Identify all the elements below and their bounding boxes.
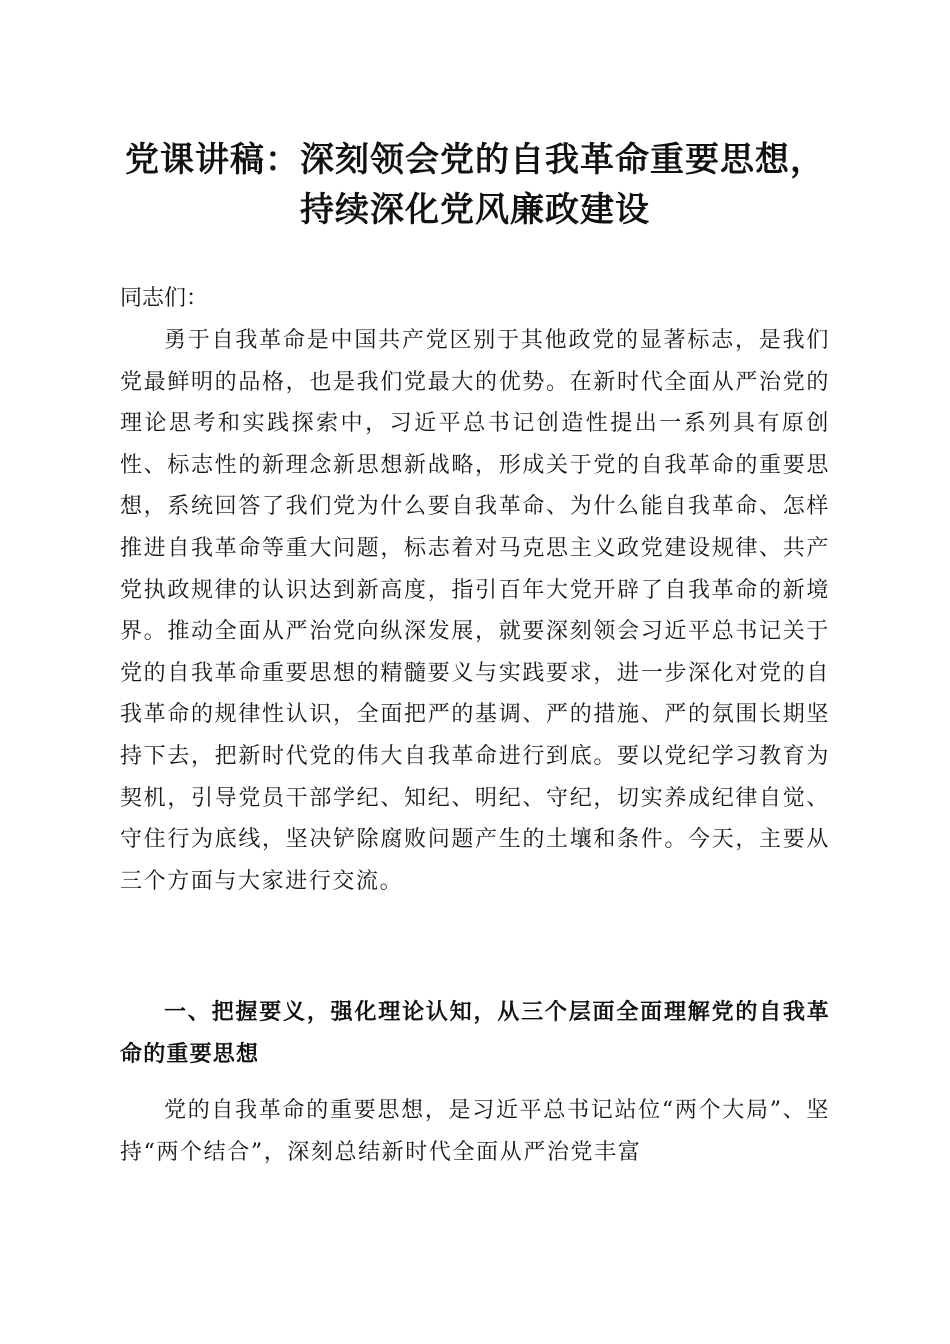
document-title-line-1: 党课讲稿：深刻领会党的自我革命重要思想， (125, 140, 825, 180)
intro-paragraph: 勇于自我革命是中国共产党区别于其他政党的显著标志，是我们党最鲜明的品格，也是我们党最大的优势。在新时代全面从严治党的理论思考和实践探索中，习近平总书记创造性提出一系列具有原创性、标志性的新理念新思想新战略，形成关于党的自我革命的重要思想，系统回答了我们党为什么要自我革命、为什么能自我革命、怎样推进自我革命等重大问题，标志着对马克思主义政党建设规律、共产党执政规律的认识达到新高度，指引百年大党开辟了自我革命的新境界。推动全面从严治党向纵深发展，就要深刻领会习近平总书记关于党的自我革命重要思想的精髓要义与实践要求，进一步深化对党的自我革命的规律性认识，全面把严的基调、严的措施、严的氛围长期坚持下去，把新时代党的伟大自我革命进行到底。要以党纪学习教育为契机，引导党员干部学纪、知纪、明纪、守纪，切实养成纪律自觉、守住行为底线，坚决铲除腐败问题产生的土壤和条件。今天，主要从三个方面与大家进行交流。 (120, 328, 830, 894)
document-title-line-2: 持续深化党风廉政建设 (300, 190, 650, 230)
section-heading: 一、把握要义，强化理论认知，从三个层面全面理解党的自我革命的重要思想 (120, 1000, 830, 1067)
salutation: 同志们： (120, 286, 209, 311)
section-paragraph: 党的自我革命的重要思想，是习近平总书记站位“两个大局”、坚持“两个结合”，深刻总结新时代全面从严治党丰富 (120, 1098, 830, 1165)
